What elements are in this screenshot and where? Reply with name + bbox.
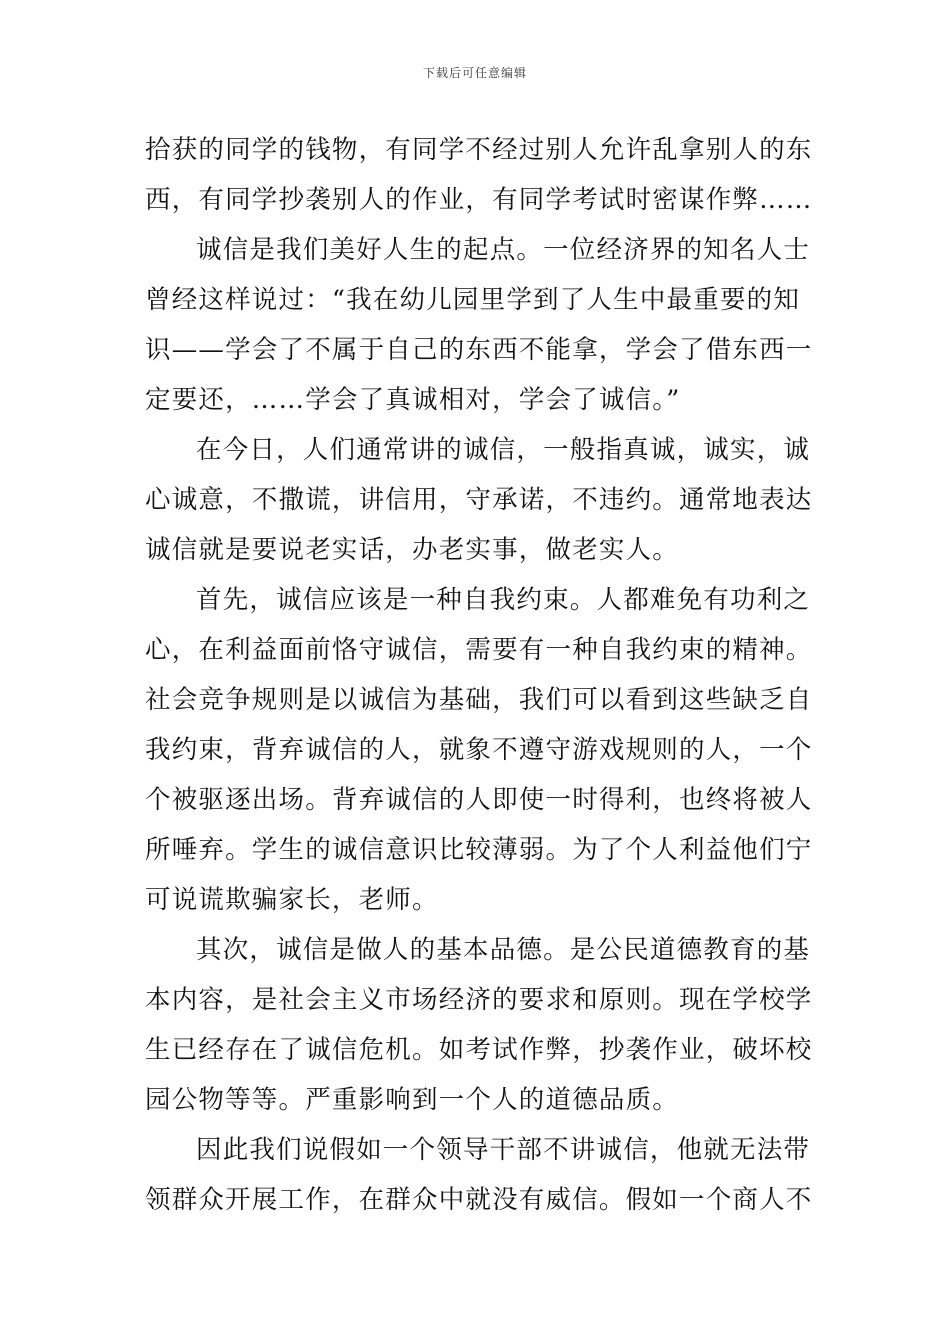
text-line: 心，在利益面前恪守诚信，需要有一种自我约束的精神。	[145, 635, 813, 665]
body-text	[145, 125, 813, 1225]
text-line: 诚信就是要说老实话，办老实事，做老实人。	[145, 535, 680, 565]
text-line: 西，有同学抄袭别人的作业，有同学考试时密谋作弊……	[145, 185, 813, 215]
text-line: 生已经存在了诚信危机。如考试作弊，抄袭作业，破坏校	[145, 1035, 813, 1065]
paragraph-first-line: 首先，诚信应该是一种自我约束。人都难免有功利之	[196, 585, 811, 615]
text-line: 我约束，背弃诚信的人，就象不遵守游戏规则的人，一个	[145, 735, 813, 765]
paragraph-first-line: 在今日，人们通常讲的诚信，一般指真诚，诚实，诚	[196, 435, 811, 465]
text-line: 本内容，是社会主义市场经济的要求和原则。现在学校学	[145, 985, 813, 1015]
text-line: 识——学会了不属于自己的东西不能拿，学会了借东西一	[145, 335, 813, 365]
text-line: 定要还，……学会了真诚相对，学会了诚信。”	[145, 385, 681, 415]
text-line: 领群众开展工作，在群众中就没有威信。假如一个商人不	[145, 1185, 813, 1215]
text-line: 所唾弃。学生的诚信意识比较薄弱。为了个人利益他们宁	[145, 835, 813, 865]
text-line: 社会竞争规则是以诚信为基础，我们可以看到这些缺乏自	[145, 685, 813, 715]
paragraph-first-line: 诚信是我们美好人生的起点。一位经济界的知名人士	[196, 235, 811, 265]
text-line: 可说谎欺骗家长，老师。	[145, 885, 439, 915]
text-line: 拾获的同学的钱物，有同学不经过别人允许乱拿别人的东	[145, 135, 813, 165]
text-line: 个被驱逐出场。背弃诚信的人即使一时得利，也终将被人	[145, 785, 813, 815]
page-header: 下载后可任意编辑	[422, 66, 527, 80]
text-line: 曾经这样说过：“我在幼儿园里学到了人生中最重要的知	[145, 285, 801, 315]
text-line: 心诚意，不撒谎，讲信用，守承诺，不违约。通常地表达	[145, 485, 813, 515]
text-line: 园公物等等。严重影响到一个人的道德品质。	[145, 1085, 680, 1115]
paragraph-first-line: 因此我们说假如一个领导干部不讲诚信，他就无法带	[196, 1135, 811, 1165]
paragraph-first-line: 其次，诚信是做人的基本品德。是公民道德教育的基	[196, 935, 811, 965]
